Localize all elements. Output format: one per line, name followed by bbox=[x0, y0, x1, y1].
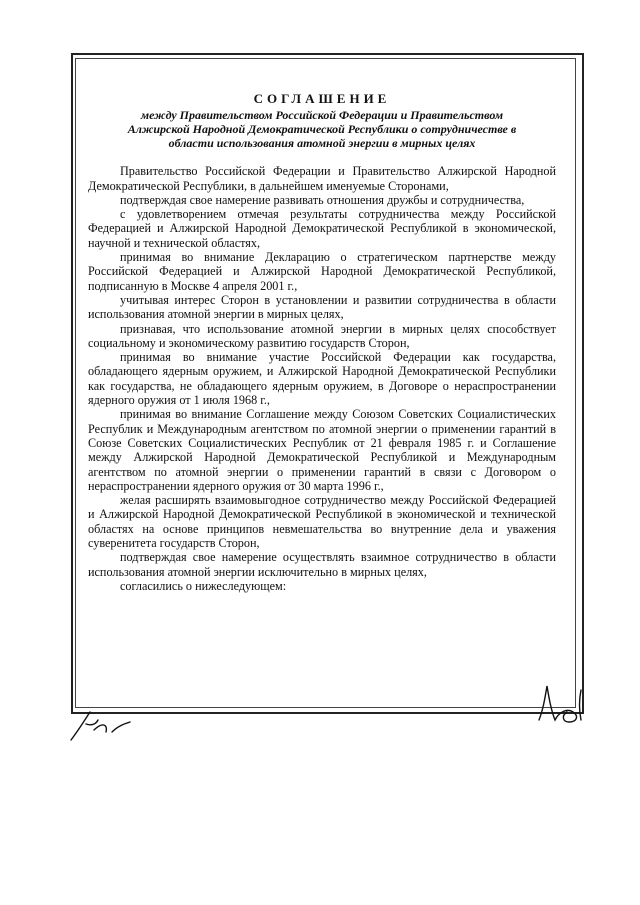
signature-right bbox=[533, 680, 585, 726]
paragraph-npt-participation: принимая во внимание участие Российской Федерации как государства, обладающего ядерным оружием, и Алжирской Народной Демократической Республики как государства, не обладающего ядерным оружием, в Договоре о нераспространении ядерного оружия от 1 июля 1968 г., bbox=[88, 350, 556, 408]
signature-left bbox=[68, 708, 138, 742]
document-subtitle bbox=[88, 108, 556, 150]
paragraph-peaceful-purposes: подтверждая свое намерение осуществлять взаимное сотрудничество в области использования атомной энергии исключительно в мирных целях, bbox=[88, 550, 556, 579]
subtitle-line: области использования атомной энергии в мирных целях bbox=[168, 136, 476, 151]
paragraph-recognizing: признавая, что использование атомной энергии в мирных целях способствует социальному и экономическому развитию государств Сторон, bbox=[88, 321, 556, 350]
document-body bbox=[88, 92, 556, 593]
paragraph-iaea-safeguards: принимая во внимание Соглашение между Союзом Советских Социалистических Республик и Международным агентством по атомной энергии о применении гарантий в Союзе Советских Социалистических Республик от 21 февраля 1985 г. и Соглашение между Алжирской Народной Демократической Республикой и Международным агентством по атомной энергии о применении гарантий в связи с Договором о нераспространении ядерного оружия от 30 марта 1996 г., bbox=[88, 407, 556, 493]
document-title: СОГЛАШЕНИЕ bbox=[253, 91, 391, 106]
paragraph-agreed: согласились о нижеследующем: bbox=[120, 578, 287, 593]
subtitle-line: между Правительством Российской Федерации и Правительством bbox=[140, 108, 504, 123]
paragraph-preamble: Правительство Российской Федерации и Правительство Алжирской Народной Демократической Республики, в дальнейшем именуемые Сторонами, bbox=[88, 164, 556, 193]
paragraph-interest: учитывая интерес Сторон в установлении и развитии сотрудничества в области использования атомной энергии в мирных целях, bbox=[88, 292, 556, 322]
paragraph-confirming-friendship: подтверждая свое намерение развивать отношения дружбы и сотрудничества, bbox=[120, 192, 525, 207]
paragraph-declaration: принимая во внимание Декларацию о стратегическом партнерстве между Российской Федерацией и Алжирской Народной Демократической Республикой, подписанную в Москве 4 апреля 2001 г., bbox=[88, 250, 556, 293]
paragraph-noting-results: с удовлетворением отмечая результаты сотрудничества между Российской Федерацией и Алжирской Народной Демократической Республикой в экономической, научной и технической областях, bbox=[88, 207, 556, 250]
paragraph-expand-cooperation: желая расширять взаимовыгодное сотрудничество между Российской Федерацией и Алжирской Народной Демократической Республикой в экономической и технической областях на основе принципов невмешательства во внутренние дела и уважения суверенитета государств Сторон, bbox=[88, 493, 556, 551]
subtitle-line: Алжирской Народной Демократической Республики о сотрудничестве в bbox=[127, 122, 517, 137]
